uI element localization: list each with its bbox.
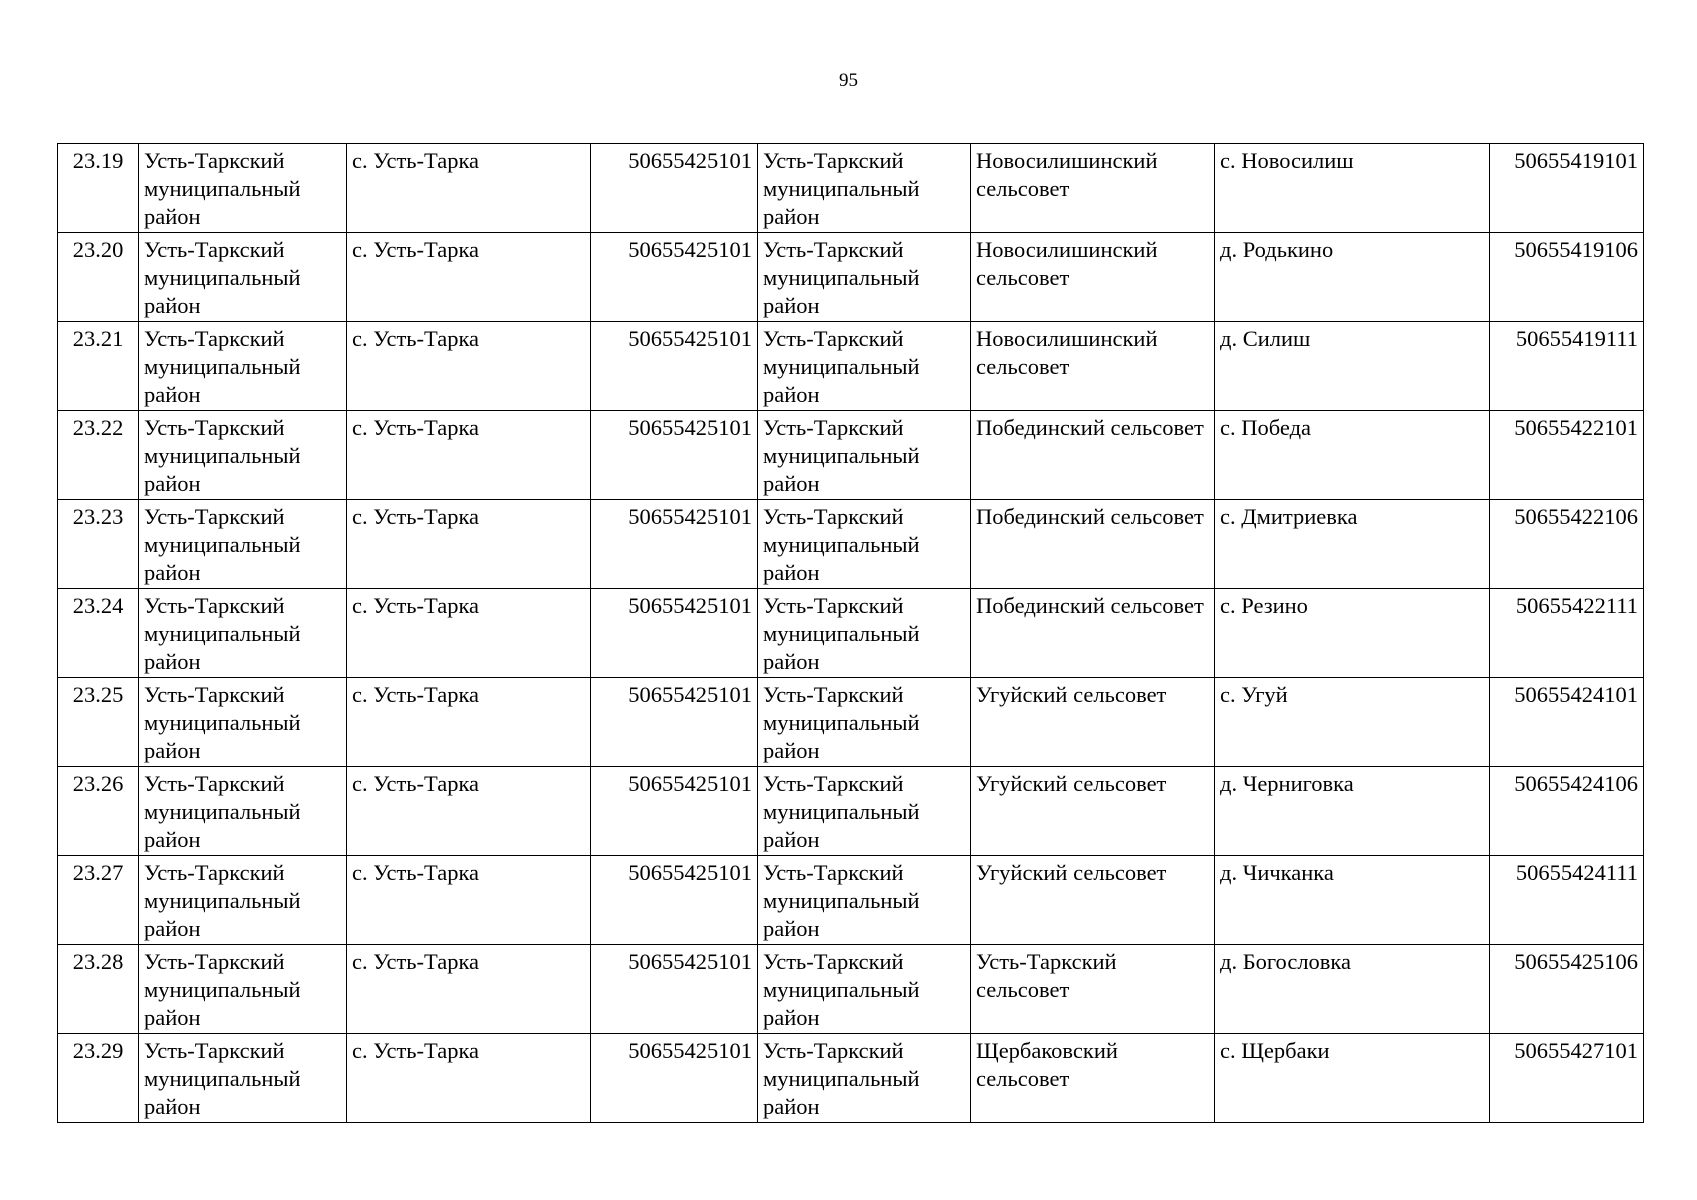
district-cell: Усть-Таркский муниципальный район (139, 678, 347, 767)
center-code-cell: 50655425101 (591, 678, 758, 767)
municipal-district-cell: Усть-Таркский муниципальный район (758, 411, 971, 500)
municipal-district-cell: Усть-Таркский муниципальный район (758, 322, 971, 411)
row-number-cell: 23.24 (58, 589, 139, 678)
table-row (58, 322, 1644, 411)
row-number-cell: 23.28 (58, 945, 139, 1034)
settlement-code-cell: 50655425106 (1490, 945, 1644, 1034)
rural-council-cell: Угуйский сельсовет (971, 678, 1215, 767)
admin-center-cell: с. Усть-Тарка (347, 589, 591, 678)
settlement-code-cell: 50655424106 (1490, 767, 1644, 856)
admin-center-cell: с. Усть-Тарка (347, 233, 591, 322)
row-number-cell: 23.20 (58, 233, 139, 322)
settlement-code-cell: 50655419111 (1490, 322, 1644, 411)
table-row (58, 945, 1644, 1034)
settlement-code-cell: 50655424101 (1490, 678, 1644, 767)
settlement-cell: д. Черниговка (1215, 767, 1490, 856)
settlement-cell: с. Дмитриевка (1215, 500, 1490, 589)
settlement-code-cell: 50655427101 (1490, 1034, 1644, 1123)
rural-council-cell: Побединский сельсовет (971, 411, 1215, 500)
row-number-cell: 23.26 (58, 767, 139, 856)
center-code-cell: 50655425101 (591, 411, 758, 500)
table-row (58, 411, 1644, 500)
table-row (58, 589, 1644, 678)
municipal-district-cell: Усть-Таркский муниципальный район (758, 1034, 971, 1123)
district-cell: Усть-Таркский муниципальный район (139, 500, 347, 589)
rural-council-cell: Новосилишинский сельсовет (971, 322, 1215, 411)
district-cell: Усть-Таркский муниципальный район (139, 589, 347, 678)
admin-center-cell: с. Усть-Тарка (347, 1034, 591, 1123)
rural-council-cell: Новосилишинский сельсовет (971, 233, 1215, 322)
settlement-cell: с. Угуй (1215, 678, 1490, 767)
admin-center-cell: с. Усть-Тарка (347, 500, 591, 589)
center-code-cell: 50655425101 (591, 144, 758, 233)
settlement-cell: с. Щербаки (1215, 1034, 1490, 1123)
center-code-cell: 50655425101 (591, 589, 758, 678)
row-number-cell: 23.23 (58, 500, 139, 589)
rural-council-cell: Щербаковский сельсовет (971, 1034, 1215, 1123)
settlement-code-cell: 50655419106 (1490, 233, 1644, 322)
table-row (58, 233, 1644, 322)
settlement-code-cell: 50655422106 (1490, 500, 1644, 589)
rural-council-cell: Угуйский сельсовет (971, 767, 1215, 856)
table-row (58, 678, 1644, 767)
page-number: 95 (839, 70, 858, 91)
center-code-cell: 50655425101 (591, 233, 758, 322)
settlement-code-cell: 50655422111 (1490, 589, 1644, 678)
center-code-cell: 50655425101 (591, 322, 758, 411)
rural-council-cell: Новосилишинский сельсовет (971, 144, 1215, 233)
table-body (58, 144, 1644, 1123)
municipal-district-cell: Усть-Таркский муниципальный район (758, 856, 971, 945)
table-row (58, 500, 1644, 589)
table-row (58, 144, 1644, 233)
table-row (58, 1034, 1644, 1123)
district-cell: Усть-Таркский муниципальный район (139, 945, 347, 1034)
rural-council-cell: Усть-Таркский сельсовет (971, 945, 1215, 1034)
admin-center-cell: с. Усть-Тарка (347, 322, 591, 411)
table-row (58, 856, 1644, 945)
settlement-cell: д. Богословка (1215, 945, 1490, 1034)
center-code-cell: 50655425101 (591, 1034, 758, 1123)
center-code-cell: 50655425101 (591, 500, 758, 589)
settlement-cell: с. Резино (1215, 589, 1490, 678)
rural-council-cell: Угуйский сельсовет (971, 856, 1215, 945)
district-cell: Усть-Таркский муниципальный район (139, 767, 347, 856)
settlement-code-cell: 50655422101 (1490, 411, 1644, 500)
district-cell: Усть-Таркский муниципальный район (139, 233, 347, 322)
admin-center-cell: с. Усть-Тарка (347, 144, 591, 233)
municipal-district-cell: Усть-Таркский муниципальный район (758, 233, 971, 322)
municipal-district-cell: Усть-Таркский муниципальный район (758, 500, 971, 589)
row-number-cell: 23.19 (58, 144, 139, 233)
municipal-district-cell: Усть-Таркский муниципальный район (758, 589, 971, 678)
row-number-cell: 23.27 (58, 856, 139, 945)
municipal-district-cell: Усть-Таркский муниципальный район (758, 678, 971, 767)
admin-center-cell: с. Усть-Тарка (347, 767, 591, 856)
settlement-cell: с. Новосилиш (1215, 144, 1490, 233)
district-cell: Усть-Таркский муниципальный район (139, 1034, 347, 1123)
row-number-cell: 23.29 (58, 1034, 139, 1123)
admin-center-cell: с. Усть-Тарка (347, 678, 591, 767)
municipal-district-cell: Усть-Таркский муниципальный район (758, 144, 971, 233)
district-cell: Усть-Таркский муниципальный район (139, 411, 347, 500)
district-cell: Усть-Таркский муниципальный район (139, 856, 347, 945)
admin-center-cell: с. Усть-Тарка (347, 411, 591, 500)
center-code-cell: 50655425101 (591, 767, 758, 856)
municipal-district-cell: Усть-Таркский муниципальный район (758, 945, 971, 1034)
settlement-cell: д. Силиш (1215, 322, 1490, 411)
admin-center-cell: с. Усть-Тарка (347, 856, 591, 945)
municipal-district-cell: Усть-Таркский муниципальный район (758, 767, 971, 856)
rural-council-cell: Побединский сельсовет (971, 500, 1215, 589)
settlement-code-cell: 50655419101 (1490, 144, 1644, 233)
settlement-cell: с. Победа (1215, 411, 1490, 500)
row-number-cell: 23.21 (58, 322, 139, 411)
rural-council-cell: Побединский сельсовет (971, 589, 1215, 678)
row-number-cell: 23.25 (58, 678, 139, 767)
settlement-cell: д. Чичканка (1215, 856, 1490, 945)
table-row (58, 767, 1644, 856)
settlement-code-cell: 50655424111 (1490, 856, 1644, 945)
center-code-cell: 50655425101 (591, 945, 758, 1034)
district-cell: Усть-Таркский муниципальный район (139, 322, 347, 411)
center-code-cell: 50655425101 (591, 856, 758, 945)
row-number-cell: 23.22 (58, 411, 139, 500)
settlement-cell: д. Родькино (1215, 233, 1490, 322)
admin-center-cell: с. Усть-Тарка (347, 945, 591, 1034)
district-cell: Усть-Таркский муниципальный район (139, 144, 347, 233)
settlements-table (57, 143, 1644, 1123)
